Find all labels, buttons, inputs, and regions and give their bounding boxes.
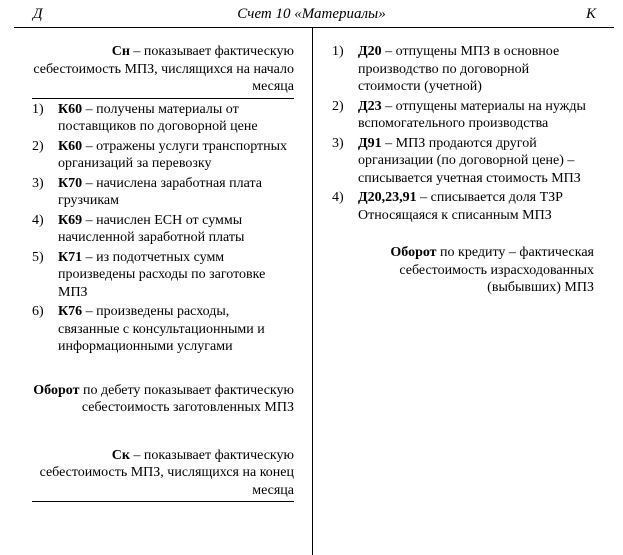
debit-turnover-label: Оборот (33, 382, 80, 398)
credit-turnover-text: по кредиту – фактическая себестоимость израсходованных (выбывших) МПЗ (399, 245, 594, 295)
opening-balance-text: – показывает фактическую себестоимость МПЗ, числящихся на начало месяца (33, 44, 294, 94)
item-number: 1) (32, 101, 44, 117)
list-item (32, 138, 294, 173)
item-text: – отпущены МПЗ в основное производство по договорной стоимости (учетной) (358, 44, 560, 94)
list-item (332, 43, 594, 96)
item-account: К60 (58, 101, 83, 117)
item-account: К69 (58, 212, 83, 228)
item-number: 2) (32, 138, 44, 154)
credit-label: К (586, 6, 596, 22)
item-account: К70 (58, 175, 83, 191)
credit-column (332, 43, 594, 297)
item-number: 3) (332, 135, 344, 151)
item-number: 4) (332, 190, 344, 205)
item-text: – отражены услуги транспортных организаций за перевозку (58, 138, 288, 171)
closing-balance (32, 447, 294, 500)
item-account: Д20 (358, 44, 382, 59)
item-text: – МПЗ продаются другой организации (по договорной цене) – списывается учетная стоимость МПЗ (358, 135, 581, 186)
item-account: К60 (58, 138, 83, 154)
item-text: – из подотчетных сумм произведены расходы по заготовке МПЗ (58, 249, 266, 300)
closing-balance-text: – показывает фактическую себестоимость МПЗ, числящихся на конец месяца (39, 447, 294, 498)
item-text: – начислен ЕСН от суммы начисленной заработной платы (58, 212, 245, 245)
list-item (32, 175, 294, 210)
item-account: Д91 (358, 135, 382, 151)
opening-divider (32, 98, 294, 99)
opening-balance (32, 43, 294, 96)
item-number: 3) (32, 175, 44, 191)
item-text: – начислена заработная плата грузчикам (58, 175, 262, 208)
debit-label: Д (33, 6, 43, 22)
column-divider (312, 27, 313, 555)
item-number: 6) (32, 304, 44, 319)
debit-column (32, 43, 294, 504)
item-account: К76 (58, 304, 83, 319)
debit-entries (32, 101, 294, 356)
item-number: 1) (332, 44, 344, 59)
list-item (32, 303, 294, 356)
debit-turnover (32, 382, 294, 417)
opening-balance-label: Сн (111, 44, 130, 59)
item-number: 5) (32, 249, 44, 265)
list-item (332, 135, 594, 188)
item-text: – отпущены материалы на нужды вспомогательного производства (358, 98, 586, 131)
item-number: 4) (32, 212, 44, 228)
debit-turnover-text: по дебету показывает фактическую себестоимость заготовленных МПЗ (79, 382, 294, 415)
credit-entries (332, 43, 594, 224)
list-item (332, 98, 594, 133)
list-item (32, 249, 294, 302)
item-account: Д20,23,91 (358, 190, 417, 205)
list-item (332, 189, 594, 224)
closing-balance-label: Ск (111, 447, 130, 463)
credit-turnover (332, 244, 594, 297)
list-item (32, 101, 294, 136)
item-text: – произведены расходы, связанные с консультационными и информационными услугами (58, 304, 265, 354)
item-account: К71 (58, 249, 83, 265)
credit-turnover-label: Оборот (390, 245, 437, 260)
header-divider (14, 27, 614, 28)
item-text: – списывается доля ТЗР Относящаяся к списанным МПЗ (358, 190, 563, 223)
account-title: Счет 10 «Материалы» (237, 6, 386, 22)
list-item (32, 212, 294, 247)
item-account: Д23 (358, 98, 382, 114)
closing-divider (32, 501, 294, 502)
item-text: – получены материалы от поставщиков по договорной цене (58, 101, 258, 134)
item-number: 2) (332, 98, 344, 114)
